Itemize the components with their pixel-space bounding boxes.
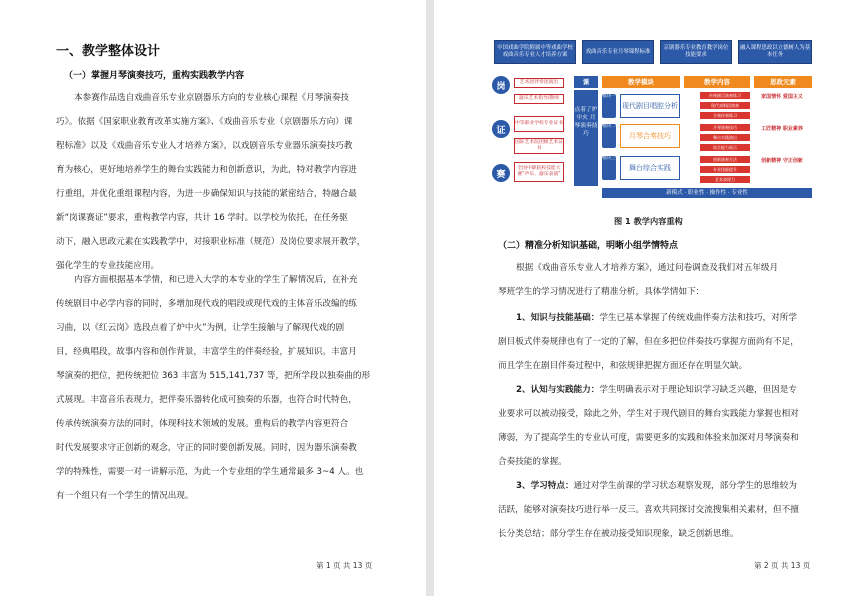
figure-top-box: 融入课程思政以立德树人为基本任务 xyxy=(738,40,812,64)
text-line: 程标准》以及《戏曲音乐专业人才培养方案》，以戏剧音乐专业器乐演奏技巧教 xyxy=(56,141,353,151)
text-line: 剧目板式伴奏规律也有了一定的了解，但在多把位伴奏技巧掌握方面尚有不足， xyxy=(498,337,799,347)
text-line: 学生已基本掌握了传统戏曲伴奏方法和技巧，对所学 xyxy=(599,313,797,323)
text-line: 学的特殊性，需要一对一讲解示范，为此一个专业组的学生通常最多 3~4 人。也 xyxy=(56,467,364,477)
text-line: 动下，融入思政元素在实践教学中，对接职业标准（规范）及岗位要求展开教学， xyxy=(56,237,366,247)
figure-caption: 图 1 教学内容重构 xyxy=(614,216,683,226)
figure-red-item: 艺术表现力 xyxy=(700,176,750,183)
text-line: 式展现。丰富音乐表现力，把伴奏乐器转化成可独奏的乐器，也符合时代特色， xyxy=(56,395,357,405)
text-line: 育为核心，更好地培养学生的舞台实践能力和创新意识，为此，特对教学内容进 xyxy=(56,165,357,175)
text-line: 学生明确表示对于理论知识学习缺乏兴趣，但因是专 xyxy=(599,385,797,395)
subsection-heading-1: （一）掌握月琴演奏技巧，重构实践教学内容 xyxy=(64,71,245,81)
text-line: 合奏技能的掌握。 xyxy=(498,457,567,467)
item-title: 3、学习特点： xyxy=(516,481,574,491)
figure-top-box: 中国戏曲学院附属中等戏曲学校戏曲音乐专业人才培养方案 xyxy=(494,40,576,64)
figure-left-box: 器乐艺术指导/教师 xyxy=(514,94,564,104)
text-line: 薄弱，为了提高学生的专业认可度，需要更多的实践和体验来加深对月琴演奏和 xyxy=(498,433,799,443)
text-line: 活跃，能够对演奏技巧进行举一反三。喜欢共同探讨交流搜集相关素材，但不擅 xyxy=(498,505,799,515)
text-line: 内容方面根据基本学情，和已进入大学的本专业的学生了解情况后，在补充 xyxy=(74,275,358,285)
text-line: 琴班学生的学习情况进行了精准分析，具体学情如下： xyxy=(498,287,705,297)
text-line: 行重组，并优化重组课程内容，为进一步确保知识与技能的紧密结合，特融合最 xyxy=(56,189,357,199)
text-line: 习曲，以《红云岗》选段点着了炉中火”为例，让学生接触与了解现代戏的剧 xyxy=(56,323,345,333)
figure-red-item: 合奏伴奏练习 xyxy=(700,112,750,119)
figure-module: 模块一 xyxy=(602,94,616,118)
figure-content: 月琴合奏技巧 xyxy=(620,124,680,148)
text-line: 根据《戏曲音乐专业人才培养方案》，通过问卷调查及我们对五年级月 xyxy=(516,263,779,273)
document-page-1 xyxy=(0,0,426,596)
figure-red-item: 现代戏唱段演奏 xyxy=(700,102,750,109)
text-line: 业要求可以被动接受，除此之外，学生对于现代剧目的舞台实践能力掌握也相对 xyxy=(498,409,799,419)
figure-content: 现代剧目唱腔分析 xyxy=(620,94,680,118)
figure-content: 舞台综合实践 xyxy=(620,156,680,180)
text-line: 本参赛作品选自戏曲音乐专业京剧器乐方向的专业核心课程《月琴演奏技 xyxy=(74,93,350,103)
figure-ideology-text: 工匠精神 职业素养 xyxy=(761,126,803,132)
text-line: 长分类总结；部分学生存在被动接受知识现象，缺乏创新思维。 xyxy=(498,529,739,539)
page-footer: 第 2 页 共 13 页 xyxy=(754,561,811,570)
subsection-heading-2: （二）精准分析知识基础，明晰小组学情特点 xyxy=(498,241,679,251)
figure-letter-gang: 岗 xyxy=(492,76,510,94)
text-line: 目，经典唱段，故事内容和创作背景，丰富学生的伴奏经验，扩展知识。丰富月 xyxy=(56,347,357,357)
text-line: 强化学生的专业技能应用。 xyxy=(56,261,160,271)
figure-top-box: 戏曲音乐专业月琴课程标准 xyxy=(582,40,654,64)
paragraph-1 xyxy=(56,86,386,278)
figure-red-item: 综合能力展示 xyxy=(700,144,750,151)
figure-ideology-text: 创新精神 守正创新 xyxy=(761,158,803,164)
text-line: 而且学生在剧目伴奏过程中，和弦规律把握方面还存在明显欠缺。 xyxy=(498,361,748,371)
text-line: 传统剧目中必学内容的同时，多增加现代戏的唱段或现代戏的主体音乐改编的练 xyxy=(56,299,357,309)
figure-left-box: 艺术团伴奏团演出 xyxy=(514,78,564,88)
item-title: 1、知识与技能基础： xyxy=(516,313,600,323)
figure-ideology-text: 家国情怀 爱国主义 xyxy=(761,94,803,100)
figure-module: 模块二 xyxy=(602,124,616,148)
learning-item-2 xyxy=(498,378,830,474)
figure-header-course: 课 xyxy=(574,76,598,88)
paragraph-intro xyxy=(498,256,830,304)
learning-item-1 xyxy=(498,306,830,378)
text-line: 传承传统演奏方法的同时，体现科技术领域的发展。重构后的教学内容更符合 xyxy=(56,419,349,429)
figure-header-ideology: 思政元素 xyxy=(754,76,812,88)
figure-vertical-label: 点着了炉中火 月琴演奏技巧 xyxy=(574,90,598,186)
section-heading: 一、教学整体设计 xyxy=(56,44,161,59)
page-gutter xyxy=(426,0,434,596)
text-line: 新“岗课赛证”要求，重构教学内容，共计 16 学时。以学校为依托，在任务驱 xyxy=(56,213,348,223)
figure-header-module: 教学模块 xyxy=(602,76,680,88)
text-line: 巧》。依据《国家职业教育改革实施方案》、《戏曲音乐专业（京剧器乐方向）课 xyxy=(56,117,353,127)
figure-left-box: 全国中职院校技能大赛“声乐、器乐表演” xyxy=(514,162,564,182)
text-line: 有一个组只有一个学生的情况出现。 xyxy=(56,491,194,501)
document-page-2 xyxy=(434,0,864,596)
figure-red-item: 舞台实践演出 xyxy=(700,134,750,141)
text-line: 时代发展要求守正创新的观念，守正的同时要创新发展。同时，因为器乐演奏教 xyxy=(56,443,357,453)
figure-top-box: 京剧器乐专业教育教学岗位技能要求 xyxy=(660,40,732,64)
figure-letter-zheng: 证 xyxy=(492,120,510,138)
figure-module: 模块三 xyxy=(602,156,616,180)
figure-bottom-bar: 新模式 · 职业性 · 操作性 · 专业性 xyxy=(602,188,812,198)
paragraph-2 xyxy=(56,268,386,508)
page-footer: 第 1 页 共 13 页 xyxy=(316,561,373,570)
figure-red-item: 专业技能提升 xyxy=(700,166,750,173)
figure-red-item: 创新演奏方法 xyxy=(700,156,750,163)
text-line: 琴演奏的把位，把传统把位 363 丰富为 515,141,737 等，把所学段以独奏曲的形 xyxy=(56,371,371,381)
figure-red-item: 传统剧目演奏练习 xyxy=(700,92,750,99)
teaching-content-figure xyxy=(492,38,814,206)
figure-left-box: 中等职业学校专业证书 xyxy=(514,116,564,132)
figure-left-box: 国际艺术院团级艺术证书 xyxy=(514,138,564,154)
text-line: 通过对学生前课的学习状态观察发现，部分学生的思维较为 xyxy=(573,481,797,491)
figure-red-item: 月琴演奏技巧 xyxy=(700,124,750,131)
figure-header-content: 教学内容 xyxy=(684,76,750,88)
figure-letter-sai: 赛 xyxy=(492,164,510,182)
learning-item-3 xyxy=(498,474,830,546)
item-title: 2、认知与实践能力： xyxy=(516,385,600,395)
